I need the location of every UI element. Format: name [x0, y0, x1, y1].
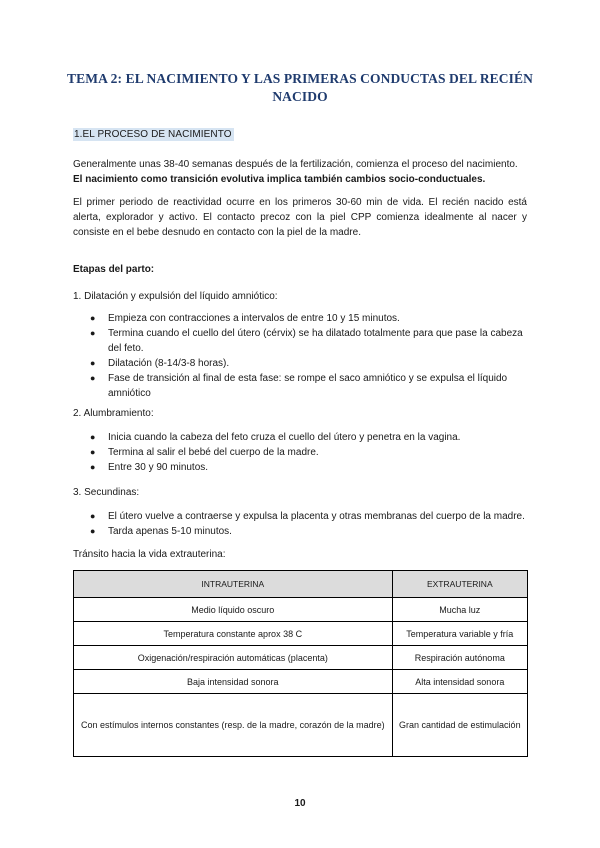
list-item: ● Empieza con contracciones a intervalos de entre 10 y 15 minutos.	[90, 313, 400, 324]
stage2-heading: 2. Alumbramiento:	[73, 408, 154, 419]
etapas-heading: Etapas del parto:	[73, 264, 155, 275]
table-cell: Con estímulos internos constantes (resp. de la madre, corazón de la madre)	[74, 694, 393, 757]
list-item: ● Dilatación (8-14/3-8 horas).	[90, 358, 230, 369]
bullet-icon: ●	[90, 313, 96, 323]
bullet-icon: ●	[90, 373, 96, 383]
transito-heading: Tránsito hacia la vida extrauterina:	[73, 549, 226, 560]
table-cell: Oxigenación/respiración automáticas (placenta)	[74, 646, 393, 670]
table-cell: Mucha luz	[392, 598, 527, 622]
stage2-list	[90, 430, 530, 475]
section-heading: 1.EL PROCESO DE NACIMIENTO	[74, 129, 232, 140]
intro-line-2: El nacimiento como transición evolutiva implica también cambios socio-conductuales.	[73, 174, 486, 185]
table-cell: Gran cantidad de estimulación	[392, 694, 527, 757]
table-cell: Alta intensidad sonora	[392, 670, 527, 694]
page-title: TEMA 2: EL NACIMIENTO Y LAS PRIMERAS CONDUCTAS DEL RECIÉN NACIDO	[67, 71, 533, 104]
list-item: ● Inicia cuando la cabeza del feto cruza el cuello del útero y penetra en la vagina.	[90, 432, 461, 443]
bullet-icon: ●	[90, 462, 96, 472]
list-item: ● El útero vuelve a contraerse y expulsa la placenta y otras membranas del cuerpo de la madre.	[90, 511, 525, 522]
list-item: ● Termina cuando el cuello del útero (cérvix) se ha dilatado totalmente para que pase la cabeza del feto.	[90, 328, 523, 354]
table-cell: Baja intensidad sonora	[74, 670, 393, 694]
list-item: ● Entre 30 y 90 minutos.	[90, 462, 209, 473]
bullet-icon: ●	[90, 526, 96, 536]
bullet-icon: ●	[90, 511, 96, 521]
table-cell: Temperatura variable y fría	[392, 622, 527, 646]
intro-line-1: Generalmente unas 38-40 semanas después de la fertilización, comienza el proceso del nacimiento.	[73, 159, 518, 170]
table-header-cell: INTRAUTERINA	[74, 571, 393, 598]
intro-paragraph	[73, 157, 527, 187]
table-row	[74, 622, 528, 646]
bullet-icon: ●	[90, 432, 96, 442]
stage3-list	[90, 509, 530, 539]
table-cell: Respiración autónoma	[392, 646, 527, 670]
table-header-cell: EXTRAUTERINA	[392, 571, 527, 598]
table-row	[74, 646, 528, 670]
table-row	[74, 598, 528, 622]
page-number: 10	[294, 798, 306, 809]
list-item: ● Termina al salir el bebé del cuerpo de la madre.	[90, 447, 319, 458]
table-cell: Medio líquido oscuro	[74, 598, 393, 622]
transition-table	[73, 570, 528, 757]
stage3-heading: 3. Secundinas:	[73, 487, 140, 498]
table-row	[74, 694, 528, 757]
list-item: ● Tarda apenas 5-10 minutos.	[90, 526, 232, 537]
stage1-list	[90, 311, 530, 401]
reactividad-paragraph: El primer periodo de reactividad ocurre en los primeros 30-60 min de vida. El recién nacido está alerta, explorador y activo. El contacto precoz con la piel CPP comienza idealmente al nacer y consiste en el bebe desnudo en contacto con la piel de la madre.	[73, 197, 527, 238]
bullet-icon: ●	[90, 447, 96, 457]
list-item: ● Fase de transición al final de esta fase: se rompe el saco amniótico y se expulsa el líquido amniótico	[90, 373, 508, 399]
table-header-row	[74, 571, 528, 598]
table-cell: Temperatura constante aprox 38 C	[74, 622, 393, 646]
bullet-icon: ●	[90, 358, 96, 368]
bullet-icon: ●	[90, 328, 96, 338]
table-row	[74, 670, 528, 694]
stage1-heading: 1. Dilatación y expulsión del líquido amniótico:	[73, 291, 278, 302]
